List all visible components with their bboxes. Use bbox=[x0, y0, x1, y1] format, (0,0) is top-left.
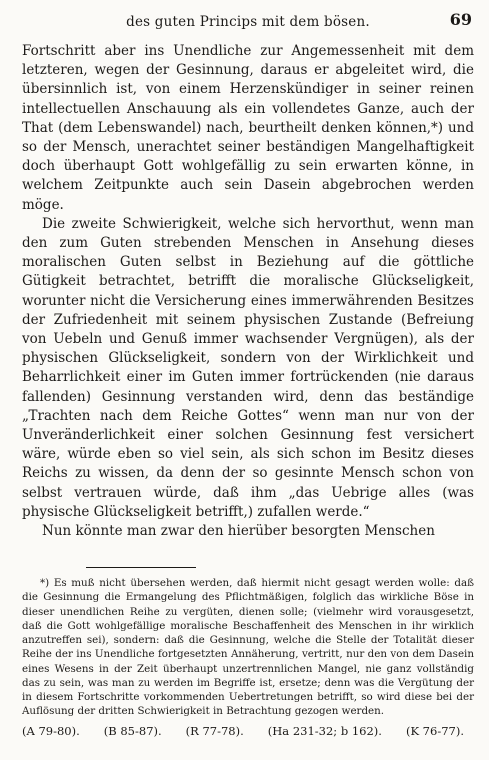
edition-references bbox=[22, 724, 474, 738]
edition-ref-a: (A 79-80). bbox=[22, 724, 80, 739]
running-title: des guten Princips mit dem bösen. bbox=[126, 14, 370, 30]
paragraph-continuation: Fortschritt aber ins Unendliche zur Angemessenheit mit dem letzteren, wegen der Gesinnung, daraus er abgeleitet wird, die übersinnlich ist, von einem Herzenskündiger in seiner reinen intellectuellen Anschauung als ein vollendetes Ganze, auch der That (dem Lebenswandel) nach, beurtheilt denken können,*) und so der Mensch, unerachtet seiner beständigen Mangelhaftigkeit doch überhaupt Gott wohlgefällig zu sein erwarten könne, in welchem Zeitpunkte auch sein Dasein abgebrochen werden möge. bbox=[22, 43, 474, 213]
edition-ref-k: (K 76-77). bbox=[405, 724, 464, 739]
paragraph-last-line: Nun könnte man zwar den hierüber besorgten Menschen bbox=[42, 523, 435, 540]
page-number: 69 bbox=[449, 10, 472, 29]
footnote-divider bbox=[86, 567, 196, 568]
body-text bbox=[22, 42, 474, 541]
page-header bbox=[22, 10, 474, 36]
footnote: *) Es muß nicht übersehen werden, daß hiermit nicht gesagt werden wolle: daß die Gesinnung die Ermangelung des Pflichtmäßigen, folglich das wirkliche Böse in dieser unendlichen Reihe zu vergüten, dienen solle; (vielmehr wird vorausgesetzt, daß die Gott wohlgefällige moralische Beschaffenheit des Menschen in ihr wirklich anzutreffen sei), sondern: daß die Gesinnung, welche die Stelle der Totalität dieser Reihe der ins Unendliche fortgesetzten Annäherung, vertritt, nur den von dem Dasein eines Wesens in der Zeit überhaupt unzertrennlichen Mangel, nie ganz vollständig das zu sein, was man zu werden im Begriffe ist, ersetze; denn was die Vergütung der in diesem Fortschritte vorkommenden Uebertretungen betrifft, so wird diese bei der Auflösung der dritten Schwierigkeit in Betrachtung gezogen werden. bbox=[22, 577, 474, 718]
book-page bbox=[22, 10, 474, 738]
paragraph-second-difficulty: Die zweite Schwierigkeit, welche sich hervorthut, wenn man den zum Guten strebenden Menschen in Ansehung dieses moralischen Guten selbst in Beziehung auf die göttliche Gütigkeit betrachtet, betrifft die moralische Glückseligkeit, worunter nicht die Versicherung eines immerwährenden Besitzes der Zufriedenheit mit seinem physischen Zustande (Befreiung von Uebeln und Genuß immer wachsender Vergnügen), als der physischen Glückseligkeit, sondern von der Wirklichkeit und Beharrlichkeit einer im Guten immer fortrückenden (nie daraus fallenden) Gesinnung verstanden wird, denn das beständige „Trachten nach dem Reiche Gottes“ wenn man nur von der Unveränderlichkeit einer solchen Gesinnung fest versichert wäre, würde eben so viel sein, als sich schon im Besitz dieses Reichs zu wissen, da denn der so gesinnte Mensch schon von selbst vertrauen würde, daß ihm „das Uebrige alles (was physische Glückseligkeit betrifft,) zufallen werde.“ bbox=[22, 215, 474, 520]
edition-ref-ha: (Ha 231-32; b 162). bbox=[267, 724, 382, 739]
edition-ref-b: (B 85-87). bbox=[103, 724, 162, 739]
edition-ref-r: (R 77-78). bbox=[185, 724, 244, 739]
